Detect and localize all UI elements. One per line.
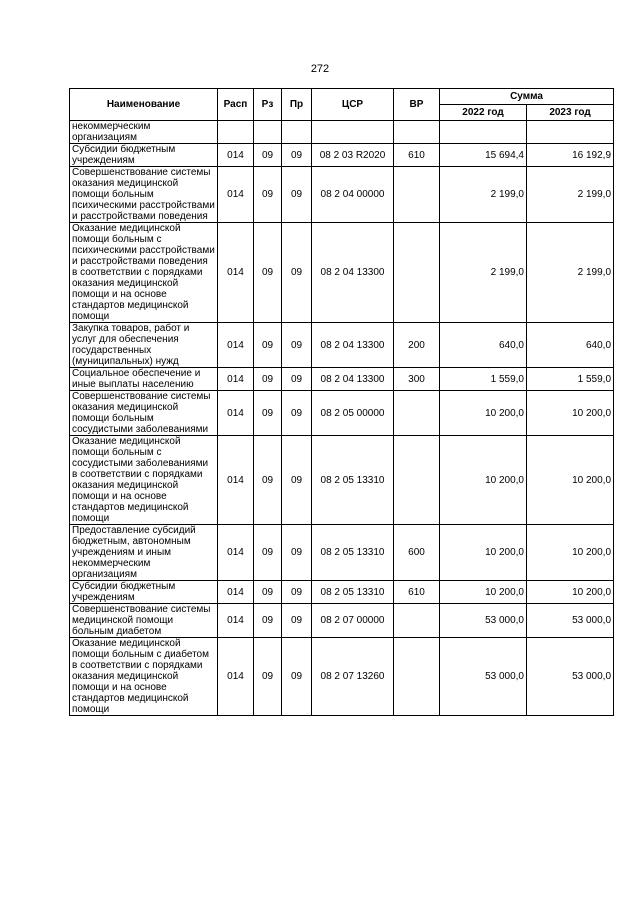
cell-vr: 610 bbox=[394, 581, 440, 604]
cell-csr: 08 2 04 13300 bbox=[312, 323, 394, 368]
cell-rz: 09 bbox=[254, 144, 282, 167]
table-row bbox=[70, 167, 614, 223]
cell-sum-2022: 2 199,0 bbox=[440, 167, 527, 223]
cell-pr: 09 bbox=[282, 525, 312, 581]
table-row bbox=[70, 638, 614, 716]
cell-rasp: 014 bbox=[218, 391, 254, 436]
cell-name: Субсидии бюджетным учреждениям bbox=[70, 581, 218, 604]
cell-sum-2023: 10 200,0 bbox=[527, 391, 614, 436]
cell-vr bbox=[394, 638, 440, 716]
cell-name: Субсидии бюджетным учреждениям bbox=[70, 144, 218, 167]
cell-csr bbox=[312, 121, 394, 144]
cell-vr: 300 bbox=[394, 368, 440, 391]
cell-vr bbox=[394, 604, 440, 638]
cell-pr: 09 bbox=[282, 223, 312, 323]
cell-rasp: 014 bbox=[218, 223, 254, 323]
header-year-2022: 2022 год bbox=[440, 105, 527, 121]
cell-pr bbox=[282, 121, 312, 144]
cell-vr: 610 bbox=[394, 144, 440, 167]
cell-vr bbox=[394, 167, 440, 223]
cell-rz: 09 bbox=[254, 604, 282, 638]
cell-rasp: 014 bbox=[218, 368, 254, 391]
cell-sum-2022: 1 559,0 bbox=[440, 368, 527, 391]
header-rz: Рз bbox=[254, 89, 282, 121]
cell-name: Совершенствование системы медицинской помощи больным диабетом bbox=[70, 604, 218, 638]
header-pr: Пр bbox=[282, 89, 312, 121]
table-row bbox=[70, 323, 614, 368]
cell-csr: 08 2 04 13300 bbox=[312, 223, 394, 323]
table-row bbox=[70, 391, 614, 436]
cell-vr: 600 bbox=[394, 525, 440, 581]
cell-rasp: 014 bbox=[218, 638, 254, 716]
cell-sum-2022 bbox=[440, 121, 527, 144]
cell-pr: 09 bbox=[282, 638, 312, 716]
cell-csr: 08 2 04 13300 bbox=[312, 368, 394, 391]
cell-sum-2023: 640,0 bbox=[527, 323, 614, 368]
cell-rz bbox=[254, 121, 282, 144]
cell-name: Совершенствование системы оказания медицинской помощи больным сосудистыми заболеваниями bbox=[70, 391, 218, 436]
cell-csr: 08 2 05 00000 bbox=[312, 391, 394, 436]
cell-csr: 08 2 04 00000 bbox=[312, 167, 394, 223]
table-row bbox=[70, 368, 614, 391]
cell-sum-2022: 10 200,0 bbox=[440, 525, 527, 581]
table-body bbox=[70, 121, 614, 716]
cell-name: некоммерческим организациям bbox=[70, 121, 218, 144]
cell-rasp: 014 bbox=[218, 581, 254, 604]
header-csr: ЦСР bbox=[312, 89, 394, 121]
cell-csr: 08 2 05 13310 bbox=[312, 581, 394, 604]
cell-name: Оказание медицинской помощи больным с психическими расстройствами и расстройствами поведения в соответствии с порядками оказания медицинской помощи и на основе стандартов медицинской помощи bbox=[70, 223, 218, 323]
cell-rz: 09 bbox=[254, 368, 282, 391]
cell-sum-2023: 1 559,0 bbox=[527, 368, 614, 391]
page-number: 272 bbox=[310, 63, 330, 75]
cell-sum-2022: 53 000,0 bbox=[440, 638, 527, 716]
cell-sum-2022: 10 200,0 bbox=[440, 391, 527, 436]
cell-name: Закупка товаров, работ и услуг для обеспечения государственных (муниципальных) нужд bbox=[70, 323, 218, 368]
cell-sum-2022: 640,0 bbox=[440, 323, 527, 368]
cell-name: Совершенствование системы оказания медицинской помощи больным психическими расстройствами и расстройствами поведения bbox=[70, 167, 218, 223]
cell-pr: 09 bbox=[282, 323, 312, 368]
cell-sum-2022: 15 694,4 bbox=[440, 144, 527, 167]
cell-csr: 08 2 05 13310 bbox=[312, 436, 394, 525]
cell-rasp bbox=[218, 121, 254, 144]
cell-vr: 200 bbox=[394, 323, 440, 368]
cell-vr bbox=[394, 121, 440, 144]
cell-name: Оказание медицинской помощи больным с сосудистыми заболеваниями в соответствии с порядками оказания медицинской помощи и на основе стандартов медицинской помощи bbox=[70, 436, 218, 525]
cell-rz: 09 bbox=[254, 525, 282, 581]
cell-sum-2022: 10 200,0 bbox=[440, 436, 527, 525]
cell-rz: 09 bbox=[254, 323, 282, 368]
budget-table bbox=[69, 88, 614, 716]
cell-csr: 08 2 07 00000 bbox=[312, 604, 394, 638]
cell-sum-2023: 2 199,0 bbox=[527, 167, 614, 223]
cell-rasp: 014 bbox=[218, 436, 254, 525]
cell-pr: 09 bbox=[282, 604, 312, 638]
cell-pr: 09 bbox=[282, 144, 312, 167]
cell-rasp: 014 bbox=[218, 323, 254, 368]
table-row bbox=[70, 581, 614, 604]
cell-pr: 09 bbox=[282, 391, 312, 436]
header-vr: ВР bbox=[394, 89, 440, 121]
cell-name: Социальное обеспечение и иные выплаты населению bbox=[70, 368, 218, 391]
cell-rz: 09 bbox=[254, 223, 282, 323]
table-row bbox=[70, 144, 614, 167]
cell-csr: 08 2 05 13310 bbox=[312, 525, 394, 581]
cell-sum-2022: 2 199,0 bbox=[440, 223, 527, 323]
cell-pr: 09 bbox=[282, 167, 312, 223]
header-sum: Сумма bbox=[440, 89, 614, 105]
cell-rasp: 014 bbox=[218, 525, 254, 581]
table-row bbox=[70, 436, 614, 525]
cell-sum-2023: 16 192,9 bbox=[527, 144, 614, 167]
table-header bbox=[70, 89, 614, 121]
cell-pr: 09 bbox=[282, 581, 312, 604]
cell-sum-2023: 2 199,0 bbox=[527, 223, 614, 323]
cell-csr: 08 2 07 13260 bbox=[312, 638, 394, 716]
cell-name: Оказание медицинской помощи больным с диабетом в соответствии с порядками оказания медицинской помощи и на основе стандартов медицинской помощи bbox=[70, 638, 218, 716]
cell-sum-2023: 10 200,0 bbox=[527, 581, 614, 604]
table-row bbox=[70, 604, 614, 638]
cell-rz: 09 bbox=[254, 391, 282, 436]
cell-vr bbox=[394, 436, 440, 525]
header-rasp: Расп bbox=[218, 89, 254, 121]
cell-name: Предоставление субсидий бюджетным, автономным учреждениям и иным некоммерческим организациям bbox=[70, 525, 218, 581]
table-row bbox=[70, 525, 614, 581]
cell-sum-2023 bbox=[527, 121, 614, 144]
table-row bbox=[70, 121, 614, 144]
header-name: Наименование bbox=[70, 89, 218, 121]
cell-sum-2022: 53 000,0 bbox=[440, 604, 527, 638]
cell-pr: 09 bbox=[282, 368, 312, 391]
cell-sum-2023: 53 000,0 bbox=[527, 604, 614, 638]
cell-pr: 09 bbox=[282, 436, 312, 525]
header-year-2023: 2023 год bbox=[527, 105, 614, 121]
cell-rz: 09 bbox=[254, 581, 282, 604]
cell-rz: 09 bbox=[254, 638, 282, 716]
cell-vr bbox=[394, 223, 440, 323]
cell-sum-2022: 10 200,0 bbox=[440, 581, 527, 604]
table-row bbox=[70, 223, 614, 323]
cell-sum-2023: 53 000,0 bbox=[527, 638, 614, 716]
cell-sum-2023: 10 200,0 bbox=[527, 525, 614, 581]
cell-vr bbox=[394, 391, 440, 436]
cell-rasp: 014 bbox=[218, 144, 254, 167]
cell-rz: 09 bbox=[254, 436, 282, 525]
cell-rasp: 014 bbox=[218, 167, 254, 223]
cell-rasp: 014 bbox=[218, 604, 254, 638]
cell-csr: 08 2 03 R2020 bbox=[312, 144, 394, 167]
cell-rz: 09 bbox=[254, 167, 282, 223]
cell-sum-2023: 10 200,0 bbox=[527, 436, 614, 525]
